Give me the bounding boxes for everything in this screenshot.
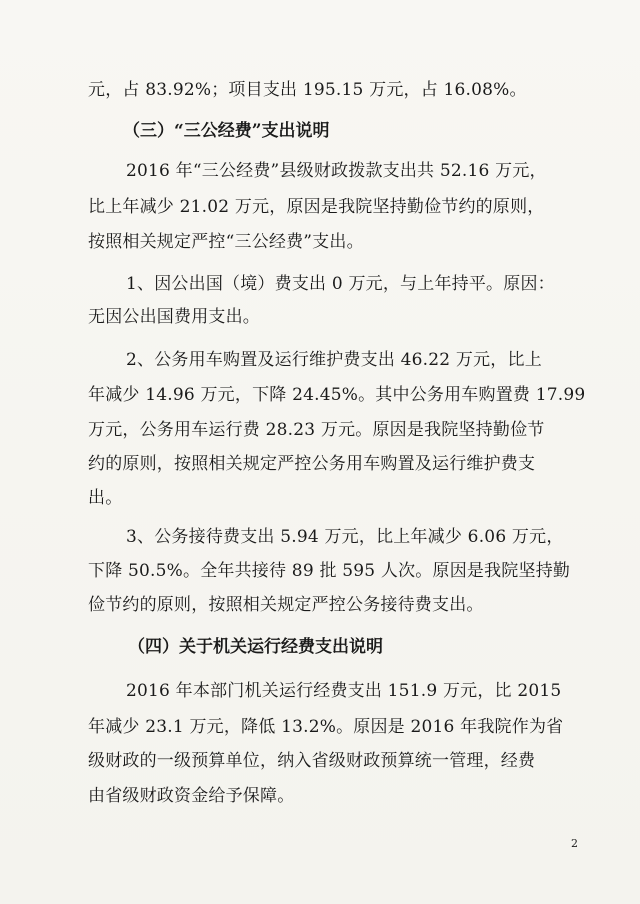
text-line: 按照相关规定严控“三公经费”支出。 bbox=[88, 232, 364, 252]
text-line: 无因公出国费用支出。 bbox=[88, 307, 260, 327]
text-line: 约的原则，按照相关规定严控公务用车购置及运行维护费支 bbox=[88, 454, 536, 474]
text-line: 下降 50.5%。全年共接待 89 批 595 人次。原因是我院坚持勤 bbox=[88, 561, 571, 581]
text-line: 年减少 23.1 万元，降低 13.2%。原因是 2016 年我院作为省 bbox=[88, 717, 564, 737]
text-line: 年减少 14.96 万元，下降 24.45%。其中公务用车购置费 17.99 bbox=[88, 385, 586, 405]
text-line: 1、因公出国（境）费支出 0 万元，与上年持平。原因： bbox=[126, 274, 555, 294]
text-line: 俭节约的原则，按照相关规定严控公务接待费支出。 bbox=[88, 595, 484, 615]
page-number: 2 bbox=[571, 837, 578, 850]
text-line: 2016 年“三公经费”县级财政拨款支出共 52.16 万元， bbox=[126, 161, 547, 181]
text-line: 比上年减少 21.02 万元，原因是我院坚持勤俭节约的原则， bbox=[88, 197, 545, 217]
text-line: 出。 bbox=[88, 488, 123, 508]
section-heading-three: （三）“三公经费”支出说明 bbox=[123, 121, 330, 141]
text-line: 2016 年本部门机关运行经费支出 151.9 万元，比 2015 bbox=[126, 681, 562, 701]
text-line: 元，占 83.92%；项目支出 195.15 万元，占 16.08%。 bbox=[88, 80, 527, 100]
text-line: 级财政的一级预算单位，纳入省级财政预算统一管理，经费 bbox=[88, 751, 536, 771]
text-line: 万元，公务用车运行费 28.23 万元。原因是我院坚持勤俭节 bbox=[88, 420, 545, 440]
text-line: 由省级财政资金给予保障。 bbox=[88, 786, 295, 806]
text-line: 2、公务用车购置及运行维护费支出 46.22 万元，比上 bbox=[126, 350, 542, 370]
text-line: 3、公务接待费支出 5.94 万元，比上年减少 6.06 万元， bbox=[126, 527, 564, 547]
section-heading-four: （四）关于机关运行经费支出说明 bbox=[128, 637, 383, 657]
